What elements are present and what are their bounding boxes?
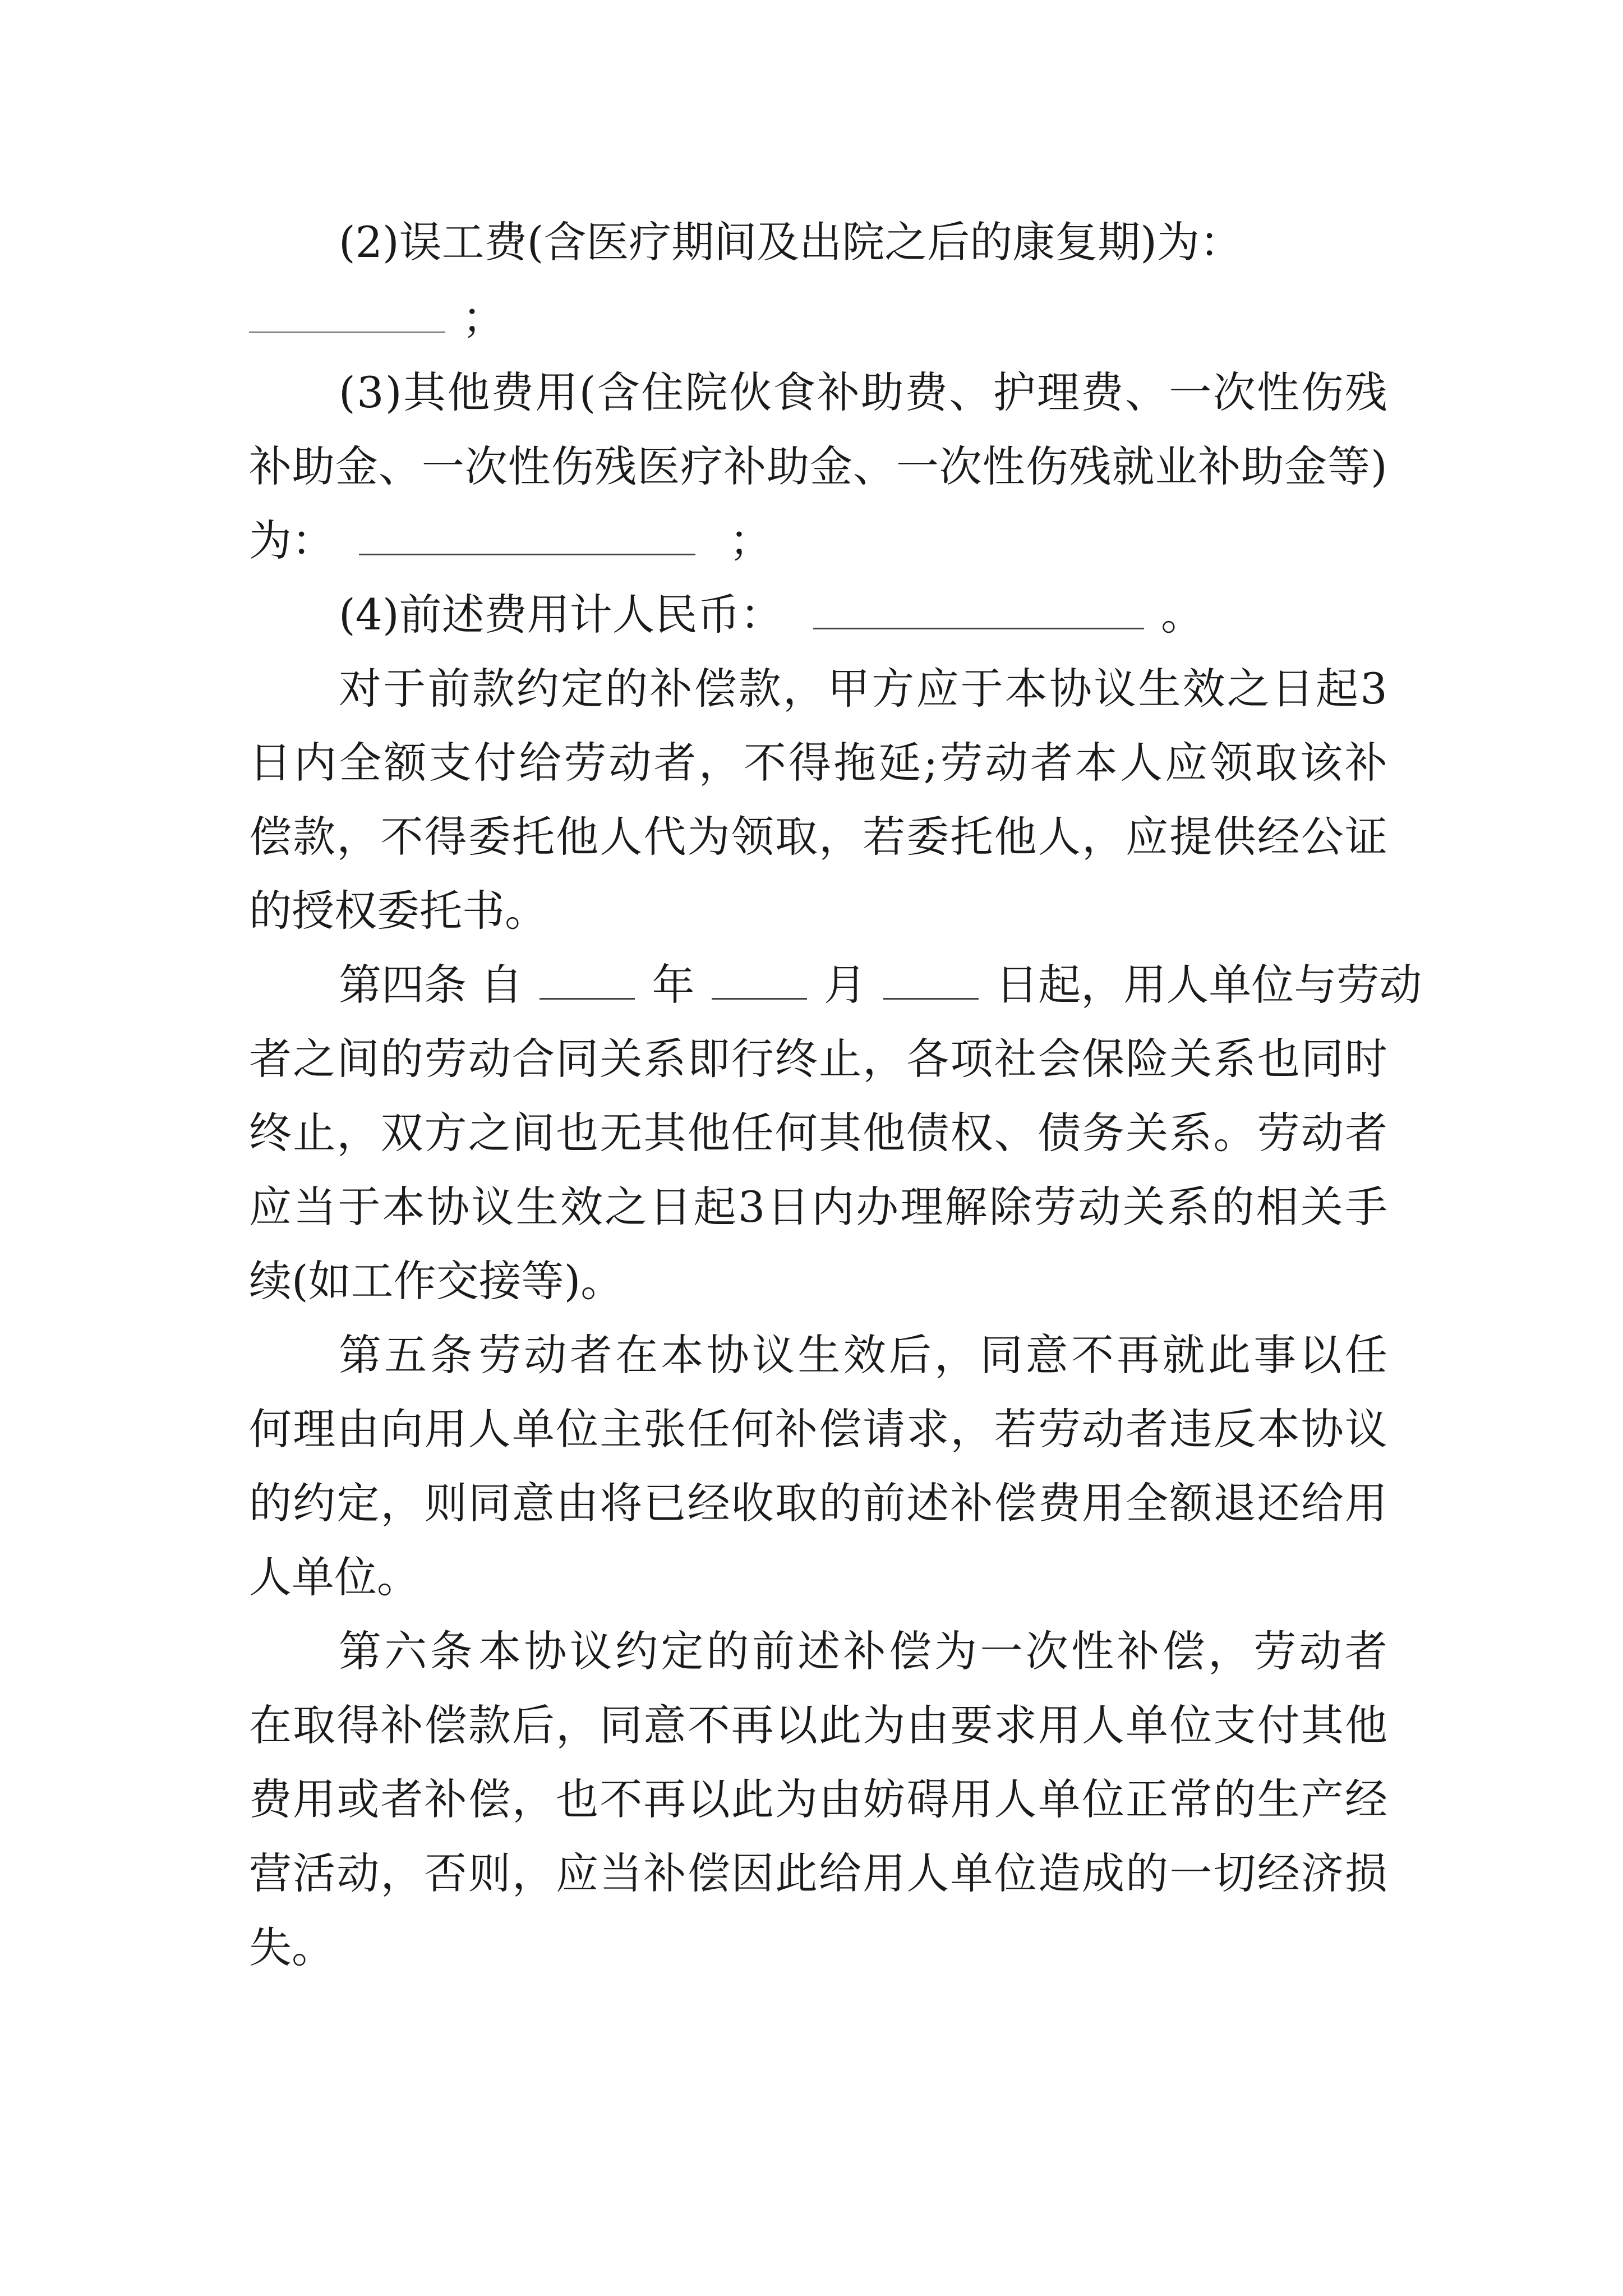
article-5-line-4 (249, 1544, 1387, 1611)
article-4-line-3 (249, 1099, 1387, 1167)
paragraph-total-line (339, 581, 1387, 648)
paragraph-payment-line-2 (249, 729, 1387, 797)
article-4-line-1 (339, 951, 1422, 1019)
article-4-head-tail: 日起，用人单位与劳动 (995, 960, 1422, 1010)
other-fees-text-1: ( 3 ) 其 他 费 用 ( 含 住 院 伙 食 补 助 费 、 护 理 费 、 一 次 性 伤 残 (339, 367, 1387, 417)
paragraph-payment-line-3 (249, 803, 1387, 871)
paragraph-lost-wages-line-2 (249, 284, 1387, 352)
payment-text-2: 日 内 全 额 支 付 给 劳 动 者 ， 不 得 拖 延 ; 劳 动 者 本 人 应 领 取 该 补 (249, 738, 1387, 788)
article-6-line-2 (249, 1692, 1387, 1759)
paragraph-other-fees-line-2 (249, 433, 1387, 500)
paragraph-other-fees-line-1 (339, 359, 1387, 426)
total-period: 。 (1161, 590, 1204, 639)
lost-wages-amount-blank[interactable] (249, 290, 445, 333)
article-5-text-4: 人单位。 (249, 1552, 419, 1602)
article-5-text-2: 何 理 由 向 用 人 单 位 主 张 任 何 补 偿 请 求 ， 若 劳 动 者 违 反 本 协 议 (249, 1404, 1387, 1454)
article-5-line-3 (249, 1470, 1387, 1537)
article-4-head: 第四条 自 (339, 960, 523, 1010)
article-4-line-2 (249, 1025, 1387, 1093)
article-6-line-3 (249, 1766, 1387, 1833)
article-4-text-5: 续(如工作交接等)。 (249, 1256, 624, 1306)
article-6-line-1 (339, 1618, 1387, 1685)
paragraph-payment-line-1 (339, 655, 1387, 723)
article-5-line-1 (339, 1322, 1387, 1389)
other-fees-amount-blank[interactable] (359, 512, 695, 555)
article-4-text-2: 者 之 间 的 劳 动 合 同 关 系 即 行 终 止 ， 各 项 社 会 保 险 关 系 也 同 时 (249, 1034, 1387, 1084)
other-fees-semicolon: ； (729, 516, 772, 565)
article-5-text-1: 第 五 条 劳 动 者 在 本 协 议 生 效 后 ， 同 意 不 再 就 此 事 以 任 (339, 1330, 1387, 1380)
total-label: (4)前述费用计人民币： (339, 590, 783, 639)
article-5-text-3: 的 约 定 ， 则 同 意 由 将 已 经 收 取 的 前 述 补 偿 费 用 全 额 退 还 给 用 (249, 1478, 1387, 1528)
month-blank[interactable] (712, 956, 807, 1000)
article-6-line-4 (249, 1840, 1387, 1907)
paragraph-lost-wages-line-1 (339, 209, 1387, 276)
lost-wages-text: (2)误工费(含医疗期间及出院之后的康复期)为： (339, 217, 1242, 267)
article-6-text-3: 费 用 或 者 补 偿 ， 也 不 再 以 此 为 由 妨 碍 用 人 单 位 正 常 的 生 产 经 (249, 1774, 1387, 1824)
day-blank[interactable] (883, 956, 979, 1000)
article-6-text-2: 在 取 得 补 偿 款 后 ， 同 意 不 再 以 此 为 由 要 求 用 人 单 位 支 付 其 他 (249, 1700, 1387, 1750)
article-4-text-3: 终 止 ， 双 方 之 间 也 无 其 他 任 何 其 他 债 权 、 债 务 关 系 。 劳 动 者 (249, 1108, 1387, 1158)
article-4-text-4: 应 当 于 本 协 议 生 效 之 日 起 3 日 内 办 理 解 除 劳 动 关 系 的 相 关 手 (249, 1182, 1387, 1232)
payment-text-4: 的授权委托书。 (249, 886, 547, 936)
other-fees-label: 为： (249, 516, 334, 565)
total-amount-blank[interactable] (813, 586, 1144, 629)
article-6-line-5 (249, 1914, 1387, 1981)
lost-wages-semicolon: ； (462, 293, 505, 343)
article-4-line-5 (249, 1248, 1387, 1315)
article-4-line-4 (249, 1174, 1387, 1241)
article-5-line-2 (249, 1396, 1387, 1463)
paragraph-payment-line-4 (249, 877, 1387, 945)
year-blank[interactable] (540, 956, 635, 1000)
payment-text-3: 偿 款 ， 不 得 委 托 他 人 代 为 领 取 ， 若 委 托 他 人 ， 应 提 供 经 公 证 (249, 812, 1387, 862)
payment-text-1: 对 于 前 款 约 定 的 补 偿 款 ， 甲 方 应 于 本 协 议 生 效 之 日 起 3 (339, 664, 1387, 714)
month-label: 月 (823, 960, 866, 1010)
paragraph-other-fees-line-3 (249, 507, 1387, 574)
other-fees-text-2: 补 助 金 、 一 次 性 伤 残 医 疗 补 助 金 、 一 次 性 伤 残 就 业 补 助 金 等 ) (249, 441, 1387, 491)
article-6-text-4: 营 活 动 ， 否 则 ， 应 当 补 偿 因 此 给 用 人 单 位 造 成 的 一 切 经 济 损 (249, 1848, 1387, 1898)
article-6-text-1: 第 六 条 本 协 议 约 定 的 前 述 补 偿 为 一 次 性 补 偿 ， 劳 动 者 (339, 1626, 1387, 1676)
year-label: 年 (652, 960, 695, 1010)
article-6-text-5: 失。 (249, 1922, 334, 1972)
